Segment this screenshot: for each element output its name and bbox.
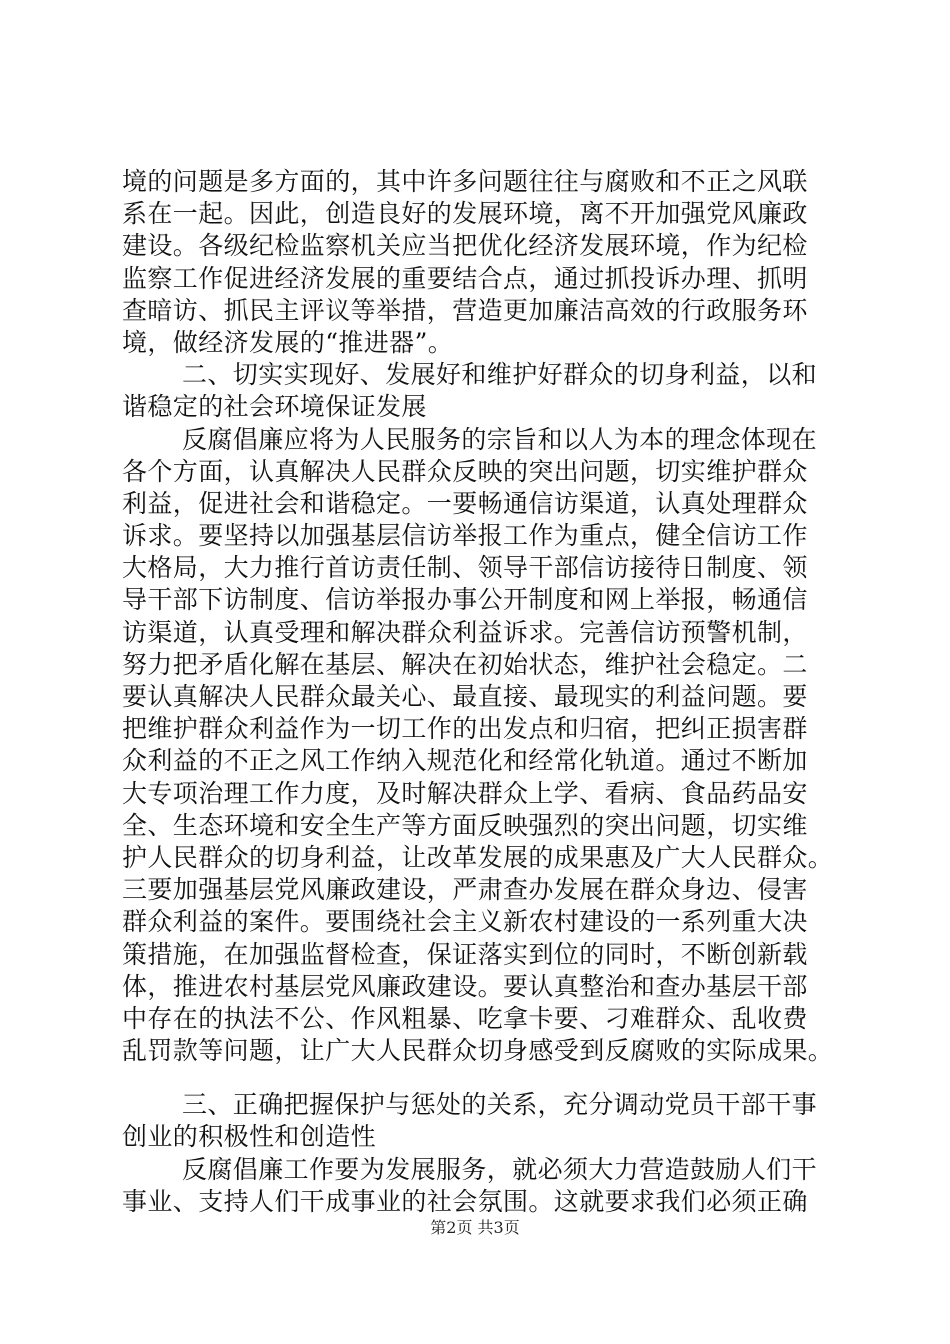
paragraph-line: 系在一起。因此，创造良好的发展环境，离不开加强党风廉政 [122, 199, 808, 229]
paragraph-line: 事业、支持人们干成事业的社会氛围。这就要求我们必须正确 [122, 1186, 808, 1216]
paragraph-line: 导干部下访制度、信访举报办事公开制度和网上举报，畅通信 [122, 585, 808, 615]
paragraph-line: 监察工作促进经济发展的重要结合点，通过抓投诉办理、抓明 [122, 263, 808, 293]
section-heading: 三、正确把握保护与惩处的关系，充分调动党员干部干事 [182, 1090, 818, 1120]
page-number-footer: 第2页 共3页 [430, 1218, 520, 1237]
paragraph-line: 访渠道，认真受理和解决群众利益诉求。完善信访预警机制， [122, 617, 808, 647]
paragraph-line: 把维护群众利益作为一切工作的出发点和归宿，把纠正损害群 [122, 714, 808, 744]
paragraph-line: 中存在的执法不公、作风粗暴、吃拿卡要、刁难群众、乱收费 [122, 1003, 808, 1033]
paragraph-line: 全、生态环境和安全生产等方面反映强烈的突出问题，切实维 [122, 810, 808, 840]
paragraph-line: 要认真解决人民群众最关心、最直接、最现实的利益问题。要 [122, 682, 808, 711]
paragraph-line: 境，做经济发展的“推进器”。 [122, 327, 454, 357]
paragraph-line: 体，推进农村基层党风廉政建设。要认真整治和查办基层干部 [122, 971, 808, 1001]
paragraph-line: 大专项治理工作力度，及时解决群众上学、看病、食品药品安 [122, 778, 808, 808]
paragraph-line: 护人民群众的切身利益，让改革发展的成果惠及广大人民群众。 [122, 842, 834, 872]
paragraph-line: 策措施，在加强监督检查，保证落实到位的同时，不断创新载 [122, 939, 808, 969]
paragraph-line: 查暗访、抓民主评议等举措，营造更加廉洁高效的行政服务环 [122, 295, 808, 325]
paragraph-gap [122, 1067, 832, 1089]
paragraph-line: 乱罚款等问题，让广大人民群众切身感受到反腐败的实际成果。 [122, 1036, 834, 1066]
paragraph-line: 大格局，大力推行首访责任制、领导干部信访接待日制度、领 [122, 553, 808, 583]
section-heading: 谐稳定的社会环境保证发展 [122, 392, 427, 422]
paragraph-line: 反腐倡廉应将为人民服务的宗旨和以人为本的理念体现在 [182, 424, 818, 454]
paragraph-line: 三要加强基层党风廉政建设，严肃查办发展在群众身边、侵害 [122, 875, 808, 905]
paragraph-line: 各个方面，认真解决人民群众反映的突出问题，切实维护群众 [122, 456, 808, 486]
paragraph-line: 诉求。要坚持以加强基层信访举报工作为重点，健全信访工作 [122, 521, 808, 551]
section-heading: 二、切实实现好、发展好和维护好群众的切身利益，以和 [182, 360, 818, 390]
paragraph-line: 群众利益的案件。要围绕社会主义新农村建设的一系列重大决 [122, 907, 808, 937]
paragraph-line: 利益，促进社会和谐稳定。一要畅通信访渠道，认真处理群众 [122, 488, 808, 518]
paragraph-line: 境的问题是多方面的，其中许多问题往往与腐败和不正之风联 [122, 167, 808, 196]
section-heading: 创业的积极性和创造性 [122, 1122, 377, 1152]
paragraph-line: 反腐倡廉工作要为发展服务，就必须大力营造鼓励人们干 [182, 1154, 818, 1184]
paragraph-line: 建设。各级纪检监察机关应当把优化经济发展环境，作为纪检 [122, 231, 808, 261]
document-body [122, 166, 832, 1218]
paragraph-line: 努力把矛盾化解在基层、解决在初始状态，维护社会稳定。二 [122, 649, 808, 679]
paragraph-line: 众利益的不正之风工作纳入规范化和经常化轨道。通过不断加 [122, 746, 808, 776]
